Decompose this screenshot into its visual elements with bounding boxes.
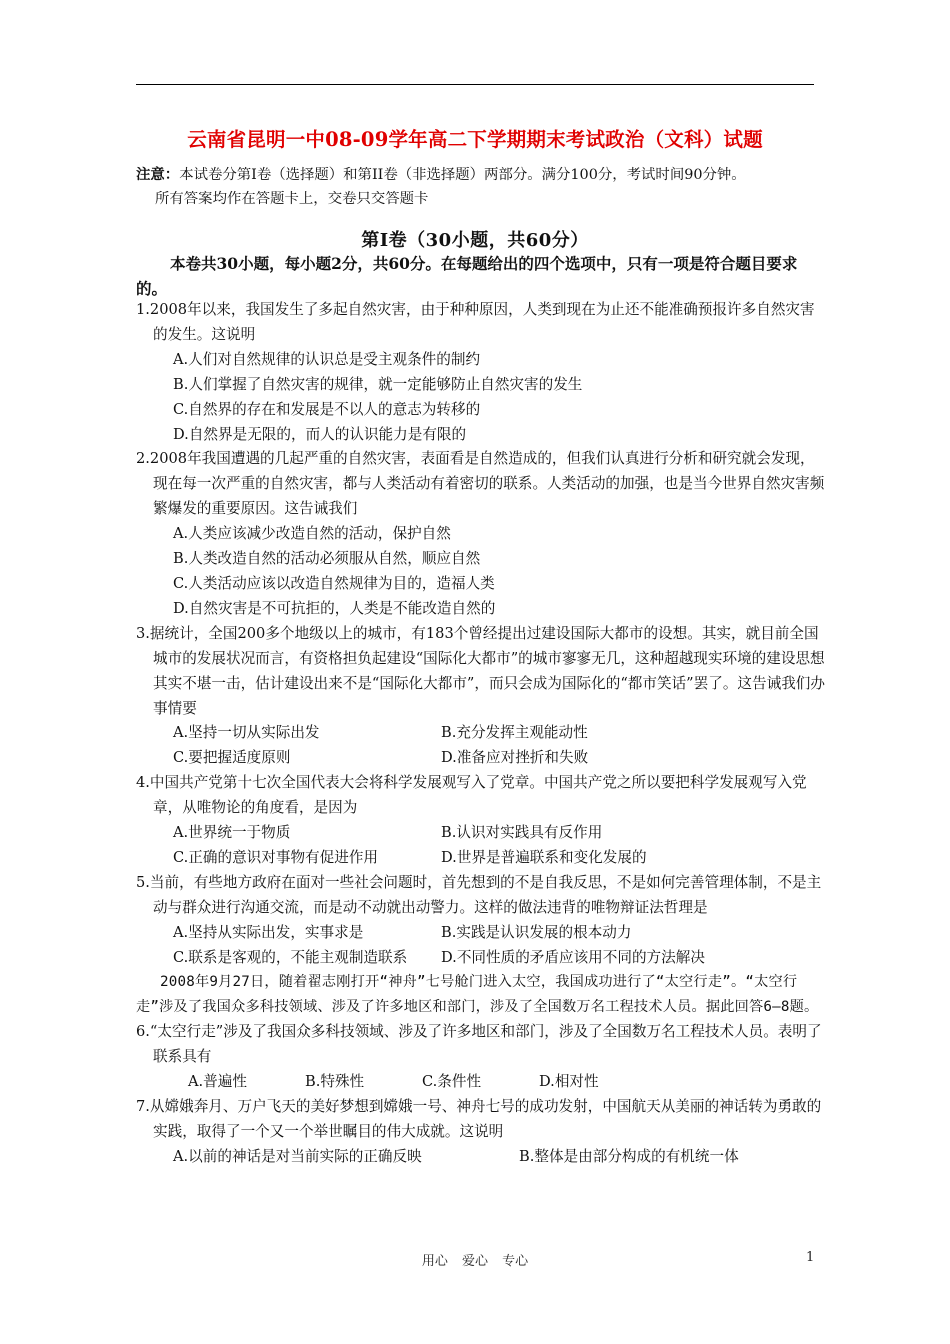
option-row (136, 1070, 826, 1095)
notice-label: 注意： (136, 166, 180, 183)
option-row (136, 921, 826, 946)
option-b: B.人们掌握了自然灾害的规律，就一定能够防止自然灾害的发生 (173, 375, 583, 393)
option-a: A.普遍性 (188, 1073, 247, 1091)
option-d: D.不同性质的矛盾应该用不同的方法解决 (441, 948, 705, 966)
question-1 (136, 298, 826, 447)
option-c: C.要把握适度原则 (173, 749, 291, 767)
page-title: 云南省昆明一中08-09学年高二下学期期末考试政治（文科）试题 (187, 128, 763, 151)
option-c: C.条件性 (422, 1073, 482, 1091)
option-d: D.世界是普遍联系和变化发展的 (441, 848, 647, 866)
section-intro: 本卷共30小题，每小题2分，共60分。在每题给出的四个选项中，只有一项是符合题目要求的。 (136, 254, 798, 298)
option-row (136, 846, 826, 871)
question-7 (136, 1095, 826, 1170)
question-list (136, 298, 826, 1170)
option-row (136, 746, 826, 771)
option-b: B.整体是由部分构成的有机统一体 (519, 1147, 739, 1165)
notice-block (136, 163, 826, 211)
question-stem: 5.当前，有些地方政府在面对一些社会问题时，首先想到的不是自我反思，不是如何完善管理体制，不是主动与群众进行沟通交流，而是动不动就出动警力。这样的做法违背的唯物辩证法哲理是 (136, 873, 822, 916)
option-row (136, 1145, 826, 1170)
page-number: 1 (806, 1250, 815, 1265)
option-a: A.以前的神话是对当前实际的正确反映 (173, 1147, 422, 1165)
option-c: C.自然界的存在和发展是不以人的意志为转移的 (173, 400, 481, 418)
question-stem: 3.据统计，全国200多个地级以上的城市，有183个曾经提出过建设国际大都市的设想。其实，就目前全国城市的发展状况而言，有资格担负起建设“国际化大都市”的城市寥寥无几，这种超越现实环境的建设思想其实不堪一击，估计建设出来不是“国际化大都市”，而只会成为国际化的“都市笑话”罢了。这告诫我们办事情要 (136, 624, 825, 717)
option-c: C.联系是客观的，不能主观制造联系 (173, 948, 408, 966)
option-d: D.自然灾害是不可抗拒的，人类是不能改造自然的 (173, 599, 496, 617)
notice-line-2: 所有答案均作在答题卡上，交卷只交答题卡 (155, 191, 429, 207)
option-row (136, 821, 826, 846)
section-title: 第I卷（30小题，共60分） (361, 230, 589, 251)
option-d: D.自然界是无限的，而人的认识能力是有限的 (173, 425, 467, 443)
option-a: A.人们对自然规律的认识总是受主观条件的制约 (173, 350, 481, 368)
notice-line-1: 注意：本试卷分第I卷（选择题）和第II卷（非选择题）两部分。满分100分，考试时间90分钟。 (136, 166, 746, 183)
reading-passage: 2008年9月27日，随着翟志刚打开“神舟”七号舱门进入太空，我国成功进行了“太空行走”。“太空行走”涉及了我国众多科技领域、涉及了许多地区和部门，涉及了全国数万名工程技术人员。据此回答6—8题。 (136, 974, 819, 1016)
question-stem: 1.2008年以来，我国发生了多起自然灾害，由于种种原因，人类到现在为止还不能准确预报许多自然灾害的发生。这说明 (136, 301, 815, 343)
footer-motto: 用心 爱心 专心 (421, 1254, 529, 1269)
option-c: C.正确的意识对事物有促进作用 (173, 848, 379, 866)
top-rule (136, 84, 814, 85)
option-b: B.认识对实践具有反作用 (441, 824, 603, 842)
question-stem: 4.中国共产党第十七次全国代表大会将科学发展观写入了党章。中国共产党之所以要把科学发展观写入党章，从唯物论的角度看，是因为 (136, 774, 807, 817)
question-6 (136, 1020, 826, 1095)
question-3 (136, 622, 826, 771)
question-stem: 6.“太空行走”涉及了我国众多科技领域、涉及了许多地区和部门，涉及了全国数万名工程技术人员。表明了联系具有 (136, 1023, 822, 1066)
option-a: A.坚持一切从实际出发 (173, 724, 320, 742)
question-5 (136, 871, 826, 971)
option-a: A.世界统一于物质 (173, 824, 291, 842)
question-4 (136, 771, 826, 871)
question-stem: 2.2008年我国遭遇的几起严重的自然灾害，表面看是自然造成的，但我们认真进行分析和研究就会发现，现在每一次严重的自然灾害，都与人类活动有着密切的联系。人类活动的加强，也是当今世界自然灾害频繁爆发的重要原因。这告诫我们 (136, 450, 825, 518)
option-b: B.人类改造自然的活动必须服从自然，顺应自然 (173, 550, 481, 568)
question-2 (136, 447, 826, 621)
question-stem: 7.从嫦娥奔月、万户飞天的美好梦想到嫦娥一号、神舟七号的成功发射，中国航天从美丽的神话转为勇敢的实践，取得了一个又一个举世瞩目的伟大成就。这说明 (136, 1098, 822, 1140)
option-row (136, 721, 826, 746)
option-b: B.实践是认识发展的根本动力 (441, 923, 632, 941)
option-d: D.相对性 (539, 1073, 599, 1091)
option-b: B.特殊性 (305, 1073, 365, 1091)
option-a: A.坚持从实际出发，实事求是 (173, 923, 364, 941)
option-a: A.人类应该减少改造自然的活动，保护自然 (173, 525, 451, 543)
option-d: D.准备应对挫折和失败 (441, 749, 589, 767)
option-c: C.人类活动应该以改造自然规律为目的，造福人类 (173, 574, 495, 592)
option-b: B.充分发挥主观能动性 (441, 724, 588, 742)
option-row (136, 946, 826, 971)
